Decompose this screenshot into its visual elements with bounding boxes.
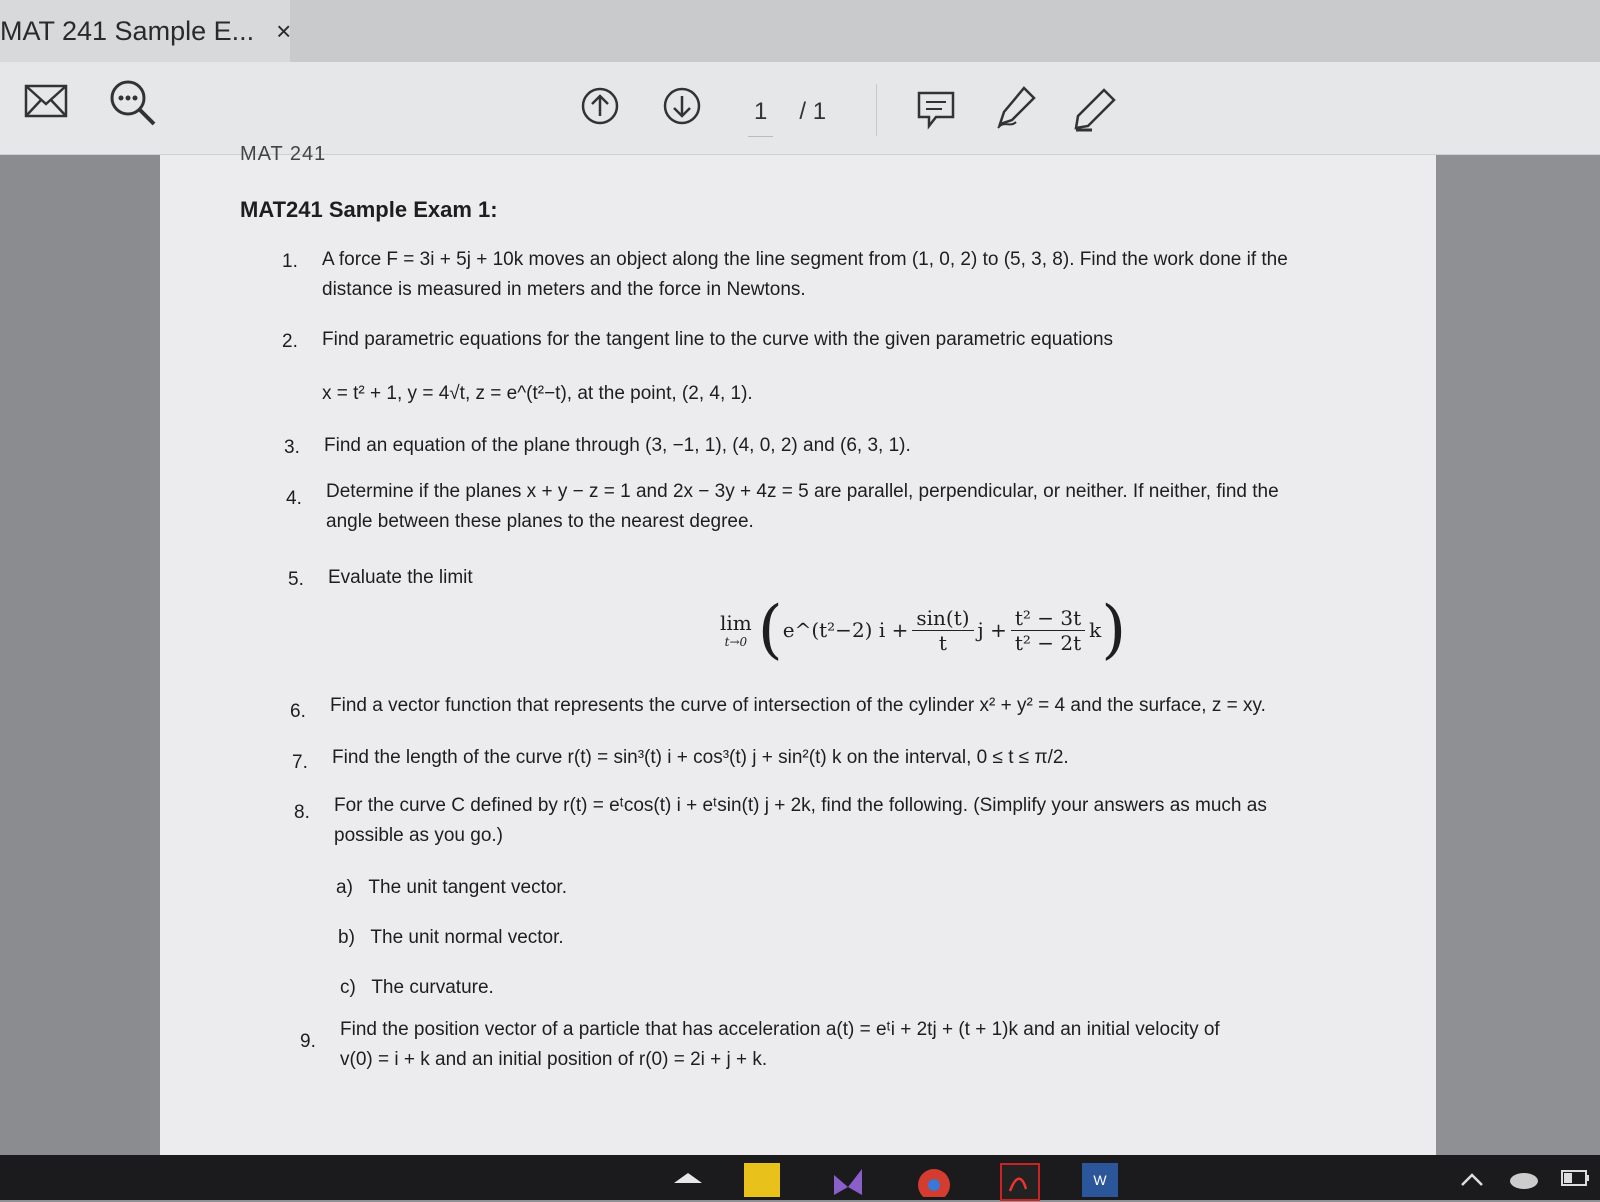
limit-expression xyxy=(720,593,1127,667)
subpart-text: The curvature. xyxy=(371,977,494,998)
question-number: 2. xyxy=(282,331,298,352)
limit-term-3: k xyxy=(1089,618,1102,642)
subpart-a xyxy=(336,877,567,899)
question-8 xyxy=(334,791,1267,851)
right-margin-area xyxy=(1436,155,1600,1155)
question-4 xyxy=(326,477,1279,537)
subpart-label: c) xyxy=(340,977,356,998)
question-1 xyxy=(322,245,1288,305)
file-explorer-icon[interactable] xyxy=(744,1163,780,1197)
question-line: A force F = 3i + 5j + 10k moves an object along the line segment from (1, 0, 2) to (5, 3, 8). Find the work done if the xyxy=(322,249,1288,270)
question-line: Evaluate the limit xyxy=(328,567,473,588)
lim-subscript: t→0 xyxy=(724,635,748,649)
acrobat-icon[interactable] xyxy=(1000,1163,1040,1201)
subpart-label: a) xyxy=(336,877,353,898)
question-line: Find the length of the curve r(t) = sin³(t) i + cos³(t) j + sin²(t) k on the interval, 0 ≤ t ≤ π/2. xyxy=(332,747,1069,768)
fraction-denominator: t xyxy=(938,630,947,655)
lim-label: lim xyxy=(720,611,752,635)
question-number: 6. xyxy=(290,701,306,722)
page-total: / 1 xyxy=(799,98,827,125)
question-3 xyxy=(324,431,911,461)
tab-bar xyxy=(0,0,1600,62)
battery-icon[interactable] xyxy=(1560,1163,1592,1197)
limit-term-1: e^(t²−2) i + xyxy=(782,618,909,642)
question-line: x = t² + 1, y = 4√t, z = e^(t²−t), at the point, (2, 4, 1). xyxy=(322,383,753,404)
question-number: 9. xyxy=(300,1031,316,1052)
next-page-icon[interactable] xyxy=(662,86,702,126)
pdf-page xyxy=(160,143,1436,1175)
mail-icon[interactable] xyxy=(24,84,68,118)
highlight-pen-icon[interactable] xyxy=(1072,86,1118,132)
question-6 xyxy=(330,691,1266,721)
question-line: v(0) = i + k and an initial position of r(0) = 2i + j + k. xyxy=(340,1049,768,1070)
left-paren: ( xyxy=(757,593,783,667)
limit-term-2: j + xyxy=(977,618,1007,642)
fraction-numerator: sin(t) xyxy=(912,606,973,631)
question-number: 7. xyxy=(292,752,308,773)
question-line: Find the position vector of a particle that has acceleration a(t) = eᵗi + 2tj + (t + 1)k and an initial velocity of xyxy=(340,1019,1220,1040)
toolbar-divider xyxy=(876,84,877,136)
question-line: angle between these planes to the nearest degree. xyxy=(326,511,754,532)
fraction-denominator: t² − 2t xyxy=(1014,630,1082,655)
question-line: Find a vector function that represents the curve of intersection of the cylinder x² + y² = 4 and the surface, z = xy. xyxy=(330,695,1266,716)
comment-icon[interactable] xyxy=(916,90,956,130)
visual-studio-icon[interactable] xyxy=(830,1163,866,1197)
taskbar-app-icon[interactable] xyxy=(670,1163,706,1197)
onedrive-icon[interactable] xyxy=(1506,1163,1542,1197)
subpart-text: The unit normal vector. xyxy=(370,927,564,948)
question-number: 4. xyxy=(286,488,302,509)
fraction-sin xyxy=(912,606,973,655)
question-number: 8. xyxy=(294,802,310,823)
subpart-label: b) xyxy=(338,927,355,948)
page-header: MAT 241 xyxy=(240,143,327,165)
right-paren: ) xyxy=(1101,593,1127,667)
fraction-poly xyxy=(1011,606,1085,655)
subpart-text: The unit tangent vector. xyxy=(368,877,567,898)
question-number: 5. xyxy=(288,569,304,590)
tab-title: MAT 241 Sample E... xyxy=(0,15,255,46)
subpart-b xyxy=(338,927,564,949)
previous-page-icon[interactable] xyxy=(580,86,620,126)
question-9 xyxy=(340,1015,1220,1075)
left-margin-area xyxy=(0,155,160,1200)
chrome-icon[interactable] xyxy=(916,1163,952,1197)
question-5 xyxy=(328,563,473,593)
page-number-input[interactable]: 1 xyxy=(748,98,773,137)
viewer-toolbar xyxy=(0,62,1600,155)
question-number: 3. xyxy=(284,437,300,458)
document-tab[interactable] xyxy=(0,0,290,62)
word-icon[interactable]: W xyxy=(1082,1163,1118,1197)
close-tab-icon[interactable]: × xyxy=(276,15,292,46)
question-2 xyxy=(322,325,1113,409)
question-line: For the curve C defined by r(t) = eᵗcos(t) i + eᵗsin(t) j + 2k, find the following. (Simplify your answers as much as xyxy=(334,795,1267,816)
subpart-c xyxy=(340,977,494,999)
sign-icon[interactable] xyxy=(994,84,1042,132)
page-indicator xyxy=(748,98,826,137)
question-line: possible as you go.) xyxy=(334,825,503,846)
exam-title: MAT241 Sample Exam 1: xyxy=(240,197,498,222)
question-7 xyxy=(332,743,1069,773)
question-line: Find an equation of the plane through (3, −1, 1), (4, 0, 2) and (6, 3, 1). xyxy=(324,435,911,456)
limit-operator xyxy=(720,611,752,649)
fraction-numerator: t² − 3t xyxy=(1011,606,1085,631)
taskbar xyxy=(0,1155,1600,1200)
question-line: Determine if the planes x + y − z = 1 and 2x − 3y + 4z = 5 are parallel, perpendicular, or neither. If neither, find the xyxy=(326,481,1279,502)
question-line: distance is measured in meters and the force in Newtons. xyxy=(322,279,806,300)
search-icon[interactable] xyxy=(108,78,158,128)
chevron-up-icon[interactable] xyxy=(1454,1163,1490,1197)
question-number: 1. xyxy=(282,251,298,272)
question-line: Find parametric equations for the tangent line to the curve with the given parametric equations xyxy=(322,329,1114,350)
